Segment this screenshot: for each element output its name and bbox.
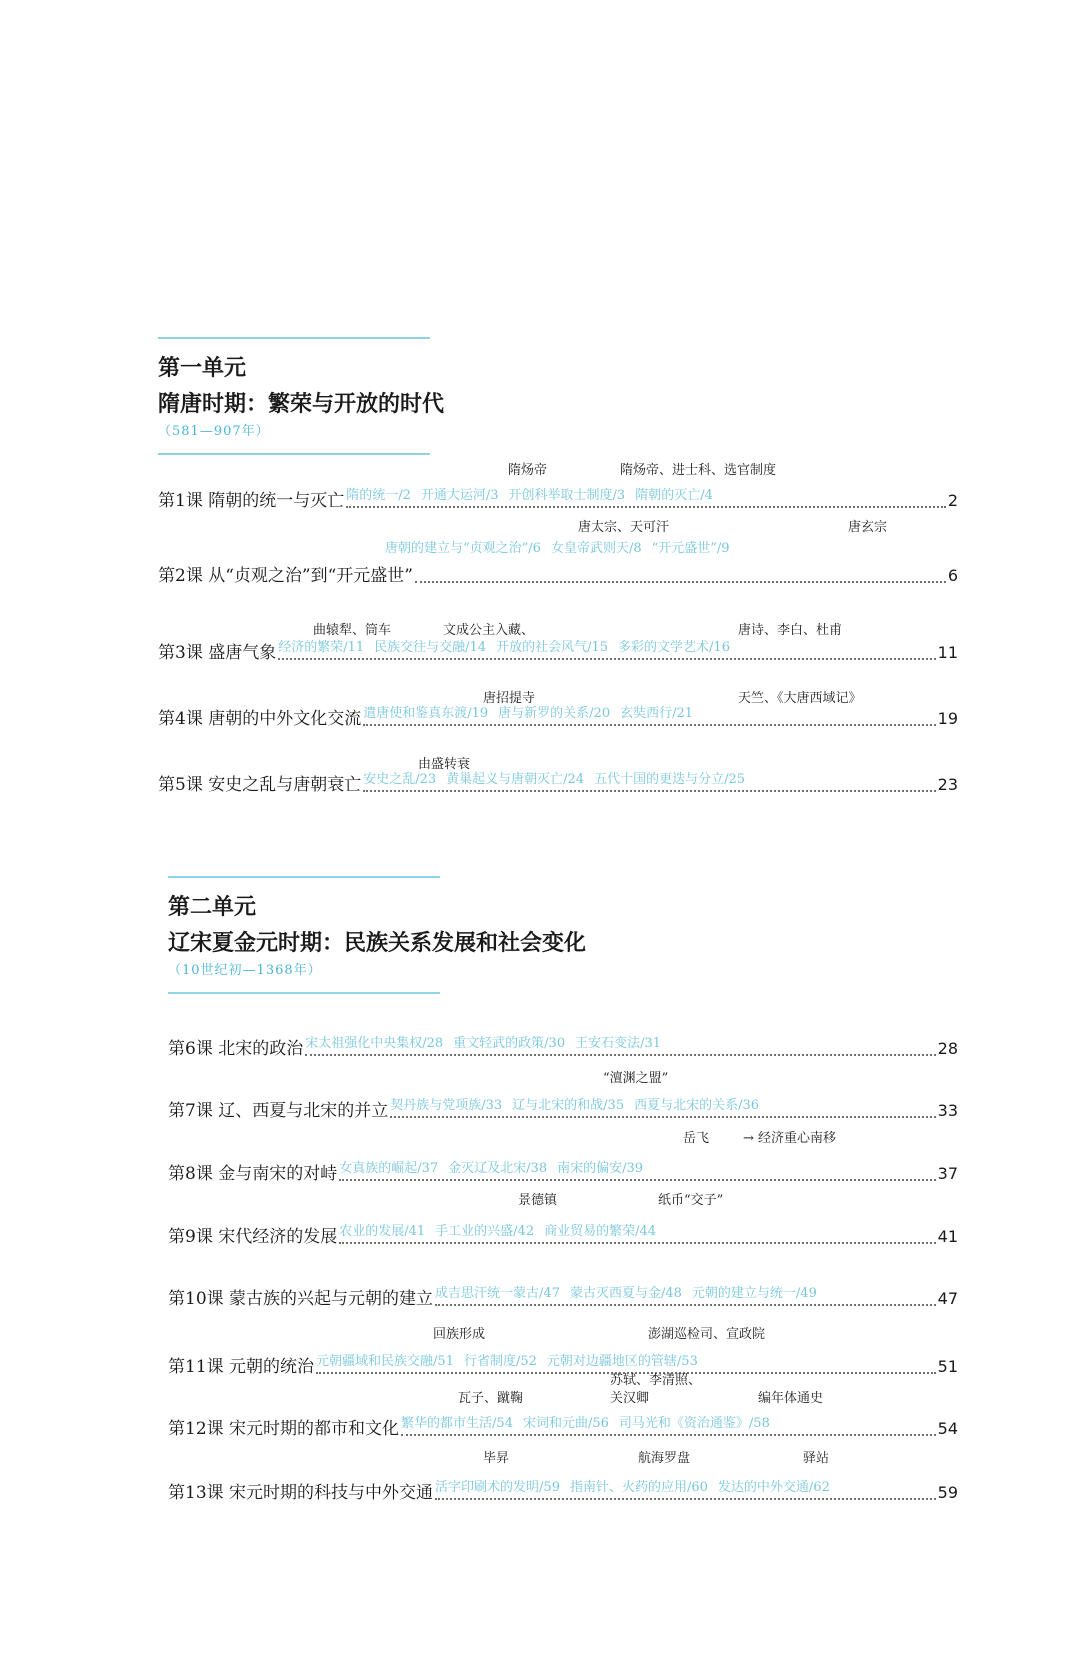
keyword-note: “澶渊之盟” xyxy=(603,1071,669,1086)
page-number: 6 xyxy=(947,566,958,585)
subtopic: 开放的社会风气/15 xyxy=(496,640,609,655)
subtopic: 农业的发展/41 xyxy=(339,1224,426,1239)
subtopic: 成吉思汗统一蒙古/47 xyxy=(435,1286,560,1301)
keyword-note: 景德镇 xyxy=(518,1193,558,1208)
keyword-note: 唐诗、李白、杜甫 xyxy=(738,623,843,638)
page-number: 11 xyxy=(937,643,958,662)
subtopic: 遣唐使和鉴真东渡/19 xyxy=(363,706,489,721)
subtopic: “开元盛世”/9 xyxy=(651,541,730,556)
keyword-note: 航海罗盘 xyxy=(638,1451,691,1466)
dot-leader xyxy=(435,1282,936,1306)
lesson-title: 第3课 盛唐气象 xyxy=(158,643,277,663)
lesson-title: 第7课 辽、西夏与北宋的并立 xyxy=(168,1101,389,1121)
subtopic: 繁华的都市生活/54 xyxy=(401,1416,513,1431)
subtopic: 辽与北宋的和战/35 xyxy=(512,1098,625,1113)
dot-leader xyxy=(346,484,946,508)
subtopic: 元朝对边疆地区的管辖/53 xyxy=(546,1354,698,1369)
unit-years: （10世纪初—1368年） xyxy=(168,963,322,978)
unit-2-header xyxy=(168,876,586,994)
lesson-title: 第4课 唐朝的中外文化交流 xyxy=(158,709,362,729)
subtopic-list xyxy=(346,488,713,504)
keyword-note: 编年体通史 xyxy=(758,1391,824,1406)
subtopic: 唐朝的建立与“贞观之治”/6 xyxy=(384,541,541,556)
subtopic-list xyxy=(363,772,745,788)
keyword-note: 唐太宗、天可汗 xyxy=(578,520,670,535)
subtopic-list xyxy=(435,1286,817,1302)
subtopic-list xyxy=(305,1036,661,1052)
subtopic: 唐与新罗的关系/20 xyxy=(498,706,611,721)
subtopic: 女皇帝武则天/8 xyxy=(550,541,642,556)
lesson-title: 第9课 宋代经济的发展 xyxy=(168,1227,338,1247)
subtopic-list xyxy=(401,1416,770,1432)
lesson-title: 第11课 元朝的统治 xyxy=(168,1357,315,1377)
dot-leader xyxy=(363,702,935,726)
keyword-note: 毕昇 xyxy=(483,1451,510,1466)
subtopic: 司马光和《资治通鉴》/58 xyxy=(618,1416,770,1431)
keyword-note: 由盛转衰 xyxy=(418,757,471,772)
dot-leader xyxy=(390,1094,935,1118)
subtopic: 商业贸易的繁荣/44 xyxy=(544,1224,657,1239)
dot-leader xyxy=(305,1032,935,1056)
keyword-note: 曲辕犁、筒车 xyxy=(313,623,392,638)
dot-leader xyxy=(339,1220,935,1244)
keyword-note: 隋炀帝 xyxy=(508,463,548,478)
keyword-note: 回族形成 xyxy=(433,1327,486,1342)
subtopic: 隋朝的灭亡/4 xyxy=(635,488,713,503)
subtopic: 经济的繁荣/11 xyxy=(278,640,365,655)
lesson-title: 第2课 从“贞观之治”到“开元盛世” xyxy=(158,566,413,586)
lesson-entry-3[interactable] xyxy=(158,604,958,664)
subtopic: 元朝疆域和民族交融/51 xyxy=(316,1354,454,1369)
lesson-entry-1[interactable] xyxy=(158,452,958,512)
dot-leader xyxy=(316,1350,936,1374)
lesson-title: 第6课 北宋的政治 xyxy=(168,1039,304,1059)
lesson-entry-2[interactable] xyxy=(158,520,958,587)
keyword-note: 岳飞 xyxy=(683,1131,710,1146)
subtopic: 金灭辽及北宋/38 xyxy=(448,1161,548,1176)
lesson-entry-7[interactable] xyxy=(168,1062,958,1122)
unit-label: 第二单元 xyxy=(168,894,257,920)
keyword-note: 天竺、《大唐西域记》 xyxy=(738,691,862,706)
subtopic: 隋的统一/2 xyxy=(346,488,411,503)
dot-leader xyxy=(384,541,946,583)
lesson-entry-6[interactable] xyxy=(168,1000,958,1060)
subtopic: 指南针、火药的应用/60 xyxy=(569,1480,708,1495)
subtopic: 黄巢起义与唐朝灭亡/24 xyxy=(446,772,585,787)
subtopic-list xyxy=(339,1161,643,1177)
page-number: 2 xyxy=(947,491,958,510)
subtopic: 蒙古灭西夏与金/48 xyxy=(569,1286,682,1301)
lesson-entry-10[interactable] xyxy=(168,1250,958,1310)
subtopic: 女真族的崛起/37 xyxy=(339,1161,439,1176)
page-number: 47 xyxy=(937,1289,958,1308)
page-number: 59 xyxy=(937,1483,958,1502)
unit-title: 辽宋夏金元时期：民族关系发展和社会变化 xyxy=(168,930,587,956)
unit-1-header xyxy=(158,337,444,455)
subtopic: 多彩的文学艺术/16 xyxy=(618,640,730,655)
subtopic: 手工业的兴盛/42 xyxy=(435,1224,535,1239)
subtopic: 宋词和元曲/56 xyxy=(522,1416,609,1431)
keyword-note: 瓦子、蹴鞠 xyxy=(458,1391,524,1406)
page-number: 51 xyxy=(937,1357,958,1376)
lesson-title: 第5课 安史之乱与唐朝衰亡 xyxy=(158,775,362,795)
page-number: 33 xyxy=(937,1101,958,1120)
lesson-entry-12[interactable] xyxy=(168,1373,958,1440)
subtopic: 五代十国的更迭与分立/25 xyxy=(594,772,746,787)
dot-leader xyxy=(435,1476,936,1500)
subtopic-list xyxy=(390,1098,759,1114)
page-number: 37 xyxy=(937,1164,958,1183)
subtopic: 开创科举取士制度/3 xyxy=(508,488,626,503)
unit-rule-top xyxy=(158,337,430,339)
subtopic: 元朝的建立与统一/49 xyxy=(691,1286,817,1301)
lesson-entry-9[interactable] xyxy=(168,1188,958,1248)
keyword-note: → 经济重心南移 xyxy=(743,1131,837,1146)
unit-years: （581—907年） xyxy=(158,424,270,439)
lesson-entry-8[interactable] xyxy=(168,1125,958,1185)
subtopic: 发达的中外交通/62 xyxy=(717,1480,830,1495)
subtopic: 活字印刷术的发明/59 xyxy=(435,1480,560,1495)
lesson-entry-13[interactable] xyxy=(168,1444,958,1504)
unit-rule-bottom xyxy=(168,992,440,994)
dot-leader xyxy=(339,1157,935,1181)
subtopic-list xyxy=(339,1224,656,1240)
dot-leader xyxy=(401,1412,936,1436)
lesson-entry-11[interactable] xyxy=(168,1318,958,1378)
subtopic: 行省制度/52 xyxy=(463,1354,537,1369)
page-number: 23 xyxy=(937,775,958,794)
subtopic-list xyxy=(385,541,730,557)
subtopic: 玄奘西行/21 xyxy=(620,706,694,721)
lesson-title: 第10课 蒙古族的兴起与元朝的建立 xyxy=(168,1289,434,1309)
lesson-entry-5[interactable] xyxy=(158,736,958,796)
subtopic: 王安石变法/31 xyxy=(575,1036,662,1051)
page-number: 19 xyxy=(937,709,958,728)
lesson-entry-4[interactable] xyxy=(158,670,958,730)
subtopic: 开通大运河/3 xyxy=(420,488,499,503)
subtopic: 南宋的偏安/39 xyxy=(557,1161,644,1176)
dot-leader xyxy=(363,768,935,792)
subtopic: 宋太祖强化中央集权/28 xyxy=(305,1036,444,1051)
subtopic-list xyxy=(316,1354,698,1370)
subtopic: 民族交往与交融/14 xyxy=(374,640,487,655)
keyword-note: 隋炀帝、进士科、选官制度 xyxy=(620,463,777,478)
keyword-note: 唐玄宗 xyxy=(848,520,888,535)
subtopic: 安史之乱/23 xyxy=(363,772,437,787)
lesson-title: 第13课 宋元时期的科技与中外交通 xyxy=(168,1483,434,1503)
keyword-note: 纸币“交子” xyxy=(658,1193,724,1208)
lesson-title: 第12课 宋元时期的都市和文化 xyxy=(168,1419,400,1439)
lesson-title: 第1课 隋朝的统一与灭亡 xyxy=(158,491,345,511)
subtopic-list xyxy=(278,640,730,656)
lesson-title: 第8课 金与南宋的对峙 xyxy=(168,1164,338,1184)
subtopic-list xyxy=(435,1480,830,1496)
keyword-note: 苏轼、李清照、关汉卿 xyxy=(610,1373,702,1406)
page-number: 28 xyxy=(937,1039,958,1058)
dot-leader xyxy=(278,636,935,660)
unit-label: 第一单元 xyxy=(158,355,247,381)
unit-title: 隋唐时期：繁荣与开放的时代 xyxy=(158,391,445,417)
subtopic-list xyxy=(363,706,693,722)
unit-rule-top xyxy=(168,876,440,878)
page-number: 54 xyxy=(937,1419,958,1438)
keyword-note: 文成公主入藏、 xyxy=(443,623,535,638)
page-number: 41 xyxy=(937,1227,958,1246)
subtopic: 西夏与北宋的关系/36 xyxy=(634,1098,760,1113)
subtopic: 重文轻武的政策/30 xyxy=(453,1036,566,1051)
keyword-note: 澎湖巡检司、宣政院 xyxy=(648,1327,766,1342)
subtopic: 契丹族与党项族/33 xyxy=(390,1098,503,1113)
keyword-note: 唐招提寺 xyxy=(483,691,536,706)
keyword-note: 驿站 xyxy=(803,1451,830,1466)
